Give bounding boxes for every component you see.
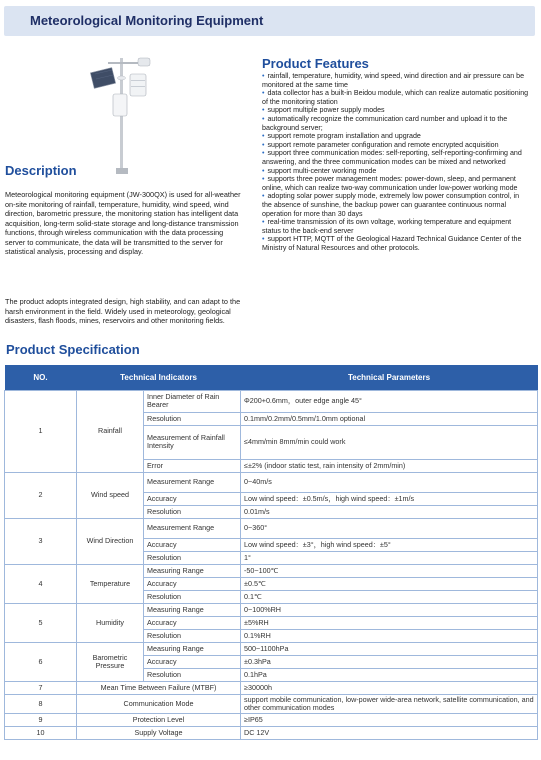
weather-station-image: [86, 56, 166, 176]
parameter-value: 0.1℃: [241, 590, 538, 603]
feature-text: supports three power management modes: power-down, sleep, and permanent online, which can realize two-way communication under low-power working mode: [262, 175, 518, 192]
feature-text: support multiple power supply modes: [267, 106, 385, 115]
indicator-name: Rainfall: [77, 390, 144, 472]
parameter-value: 500~1100hPa: [241, 642, 538, 655]
indicator-name: Wind Direction: [77, 518, 144, 564]
parameter-value: ≥30000h: [241, 681, 538, 694]
page-title: Meteorological Monitoring Equipment: [30, 13, 264, 28]
feature-text: automatically recognize the communication card number and upload it to the background server;: [262, 114, 508, 132]
parameter-value: 1°: [241, 551, 538, 564]
parameter-value: 0~40m/s: [241, 472, 538, 492]
feature-text: real-time transmission of its own voltage, working temperature and equipment status to the back-end server: [262, 218, 512, 235]
feature-item: • support remote program installation and upgrade: [262, 132, 421, 141]
feature-item: • support remote parameter configuration and remote encrypted acquisition: [262, 140, 499, 149]
parameter-value: 0.01m/s: [241, 505, 538, 518]
feature-item: • support three communication modes: self-reporting, self-reporting-confirming and answering, and the three communication modes can be mixed and networked: [262, 149, 522, 166]
table-row: [5, 390, 538, 412]
sub-indicator: Accuracy: [144, 538, 241, 551]
feature-text: data collector has a built-in Beidou module, which can realize automatic positioning of the monitoring station: [262, 89, 529, 106]
parameter-value: 0.1mm/0.2mm/0.5mm/1.0mm optional: [241, 412, 538, 425]
parameter-value: ±0.3hPa: [241, 655, 538, 668]
parameter-value: Φ200+0.6mm，outer edge angle 45°: [241, 390, 538, 412]
specification-heading: Product Specification: [6, 342, 140, 357]
sub-indicator: Accuracy: [144, 616, 241, 629]
indicator-name: Mean Time Between Failure (MTBF): [77, 681, 241, 694]
feature-item: • support HTTP, MQTT of the Geological Hazard Technical Guidance Center of the Ministry of Natural Resources and other protocols.: [262, 235, 522, 252]
sub-indicator: Accuracy: [144, 577, 241, 590]
table-row: [5, 564, 538, 577]
description-heading: Description: [5, 163, 77, 178]
parameter-value: ≥IP65: [241, 713, 538, 726]
parameter-value: DC 12V: [241, 726, 538, 739]
table-row: [5, 713, 538, 726]
column-header-indicators: Technical Indicators: [77, 365, 241, 390]
table-row: [5, 472, 538, 492]
table-row: [5, 603, 538, 616]
row-number: 3: [5, 518, 77, 564]
sub-indicator: Resolution: [144, 629, 241, 642]
parameter-value: 0~100%RH: [241, 603, 538, 616]
feature-item: • support multi-center working mode: [262, 166, 377, 175]
parameter-value: Low wind speed：±3°，high wind speed：±5°: [241, 538, 538, 551]
row-number: 9: [5, 713, 77, 726]
table-row: [5, 694, 538, 713]
specification-table: [4, 365, 538, 740]
indicator-name: Supply Voltage: [77, 726, 241, 739]
sub-indicator: Measuring Range: [144, 642, 241, 655]
feature-text: support remote program installation and upgrade: [267, 132, 421, 141]
sub-indicator: Accuracy: [144, 655, 241, 668]
parameter-value: Low wind speed：±0.5m/s，high wind speed：±1m/s: [241, 492, 538, 505]
feature-text: rainfall, temperature, humidity, wind speed, wind direction and air pressure can be monitored at the same time: [262, 72, 525, 89]
row-number: 4: [5, 564, 77, 603]
parameter-value: ≤±2% (indoor static test, rain intensity of 2mm/min): [241, 459, 538, 472]
table-row: [5, 726, 538, 739]
feature-item: • real-time transmission of its own voltage, working temperature and equipment status to the back-end server: [262, 218, 512, 235]
feature-item: • supports three power management modes: power-down, sleep, and permanent online, which can realize two-way communication under low-power working mode: [262, 175, 518, 192]
indicator-name: Protection Level: [77, 713, 241, 726]
sub-indicator: Resolution: [144, 412, 241, 425]
indicator-name: Humidity: [77, 603, 144, 642]
parameter-value: -50~100℃: [241, 564, 538, 577]
feature-item: • adopting solar power supply mode, extremely low power consumption control, in the absence of sunshine, the backup power can guarantee continuous normal operation for more than 30 days: [262, 192, 520, 218]
sub-indicator: Measurement of Rainfall Intensity: [144, 425, 241, 459]
sub-indicator: Accuracy: [144, 492, 241, 505]
table-row: [5, 518, 538, 538]
sub-indicator: Measuring Range: [144, 564, 241, 577]
column-header-no: NO.: [5, 365, 77, 390]
description-paragraph: The product adopts integrated design, high stability, and can adapt to the harsh environment in the field. Widely used in meteorology, geological disasters, flash floods, mines, reservoirs and other monitoring fields.: [5, 297, 241, 325]
indicator-name: Communication Mode: [77, 694, 241, 713]
feature-text: adopting solar power supply mode, extremely low power consumption control, in the absence of sunshine, the backup power can guarantee continuous normal operation for more than 30 days: [262, 192, 520, 218]
row-number: 8: [5, 694, 77, 713]
parameter-value: support mobile communication, low-power wide-area network, satellite communication, and other communication modes: [241, 694, 538, 713]
parameter-value: 0.1%RH: [241, 629, 538, 642]
features-heading: Product Features: [262, 56, 369, 71]
sub-indicator: Resolution: [144, 590, 241, 603]
sub-indicator: Resolution: [144, 505, 241, 518]
feature-text: support HTTP, MQTT of the Geological Hazard Technical Guidance Center of the Ministry of Natural Resources and other protocols.: [262, 235, 522, 252]
row-number: 10: [5, 726, 77, 739]
sub-indicator: Inner Diameter of Rain Bearer: [144, 390, 241, 412]
indicator-name: Barometric Pressure: [77, 642, 144, 681]
feature-item: • automatically recognize the communication card number and upload it to the background server;: [262, 114, 508, 132]
table-row: [5, 681, 538, 694]
indicator-name: Temperature: [77, 564, 144, 603]
feature-text: support remote parameter configuration and remote encrypted acquisition: [267, 140, 499, 149]
row-number: 7: [5, 681, 77, 694]
sub-indicator: Error: [144, 459, 241, 472]
row-number: 1: [5, 390, 77, 472]
description-paragraph: Meteorological monitoring equipment (JW-300QX) is used for all-weather on-site monitoring of rainfall, temperature, humidity, wind speed, wind direction, barometric pressure, the monitoring station has intelligent data acquisition, long-term solid-state storage and long-distance transmission functions, through wireless communication with the data processing server to communicate, the data will be transmitted to the server for statistical analysis, processing and display.: [5, 190, 241, 256]
feature-item: • data collector has a built-in Beidou module, which can realize automatic positioning of the monitoring station: [262, 89, 529, 106]
table-row: [5, 642, 538, 655]
parameter-value: ±5%RH: [241, 616, 538, 629]
sub-indicator: Resolution: [144, 551, 241, 564]
indicator-name: Wind speed: [77, 472, 144, 518]
features-list: [262, 72, 530, 252]
feature-text: support multi-center working mode: [267, 166, 377, 175]
title-banner: [4, 6, 535, 36]
sub-indicator: Measuring Range: [144, 603, 241, 616]
sub-indicator: Measurement Range: [144, 472, 241, 492]
parameter-value: ≤4mm/min 8mm/min could work: [241, 425, 538, 459]
sub-indicator: Resolution: [144, 668, 241, 681]
row-number: 6: [5, 642, 77, 681]
row-number: 5: [5, 603, 77, 642]
column-header-parameters: Technical Parameters: [241, 365, 538, 390]
sub-indicator: Measurement Range: [144, 518, 241, 538]
parameter-value: 0.1hPa: [241, 668, 538, 681]
table-header-row: [5, 365, 538, 390]
feature-item: • support multiple power supply modes: [262, 106, 385, 115]
row-number: 2: [5, 472, 77, 518]
parameter-value: 0~360°: [241, 518, 538, 538]
feature-item: • rainfall, temperature, humidity, wind speed, wind direction and air pressure can be monitored at the same time: [262, 72, 525, 89]
feature-text: support three communication modes: self-reporting, self-reporting-confirming and answering, and the three communication modes can be mixed and networked: [262, 149, 522, 166]
parameter-value: ±0.5℃: [241, 577, 538, 590]
